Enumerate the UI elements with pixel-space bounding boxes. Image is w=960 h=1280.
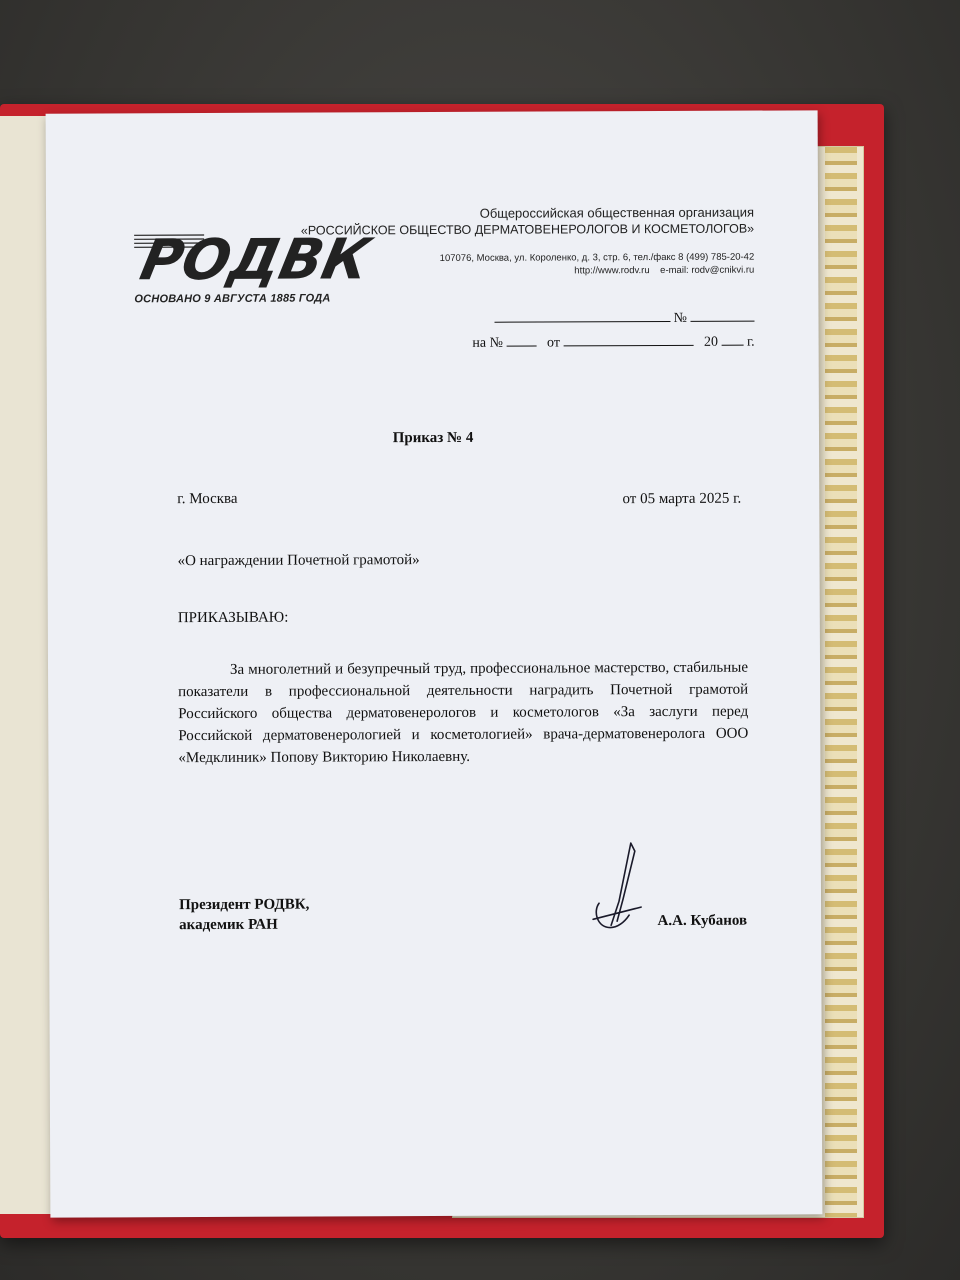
- signatory-name: А.А. Кубанов: [657, 912, 748, 930]
- reference-year-blank: [721, 333, 743, 346]
- order-sheet: [46, 110, 823, 1217]
- order-body: За многолетний и безупречный труд, профессиональное мастерство, стабильные показатели в профессиональной деятельности наградить Почетной грамотой Российского общества дерматовенерологов и косметологов «За заслуги перед Российской дерматовенерологией и косметологией» врача-дерматовенеролога ООО «Медклиник» Попову Викторию Николаевну.: [178, 659, 749, 767]
- reference-line: [472, 333, 754, 352]
- certificate-ornament: [825, 147, 857, 1217]
- logo-wordmark: РОДВК: [134, 226, 376, 294]
- reference-prefix: на №: [472, 335, 504, 351]
- order-command: ПРИКАЗЫВАЮ:: [177, 609, 289, 627]
- signatory-position: [179, 895, 309, 936]
- org-email: e-mail: rodv@cnikvi.ru: [660, 264, 755, 277]
- logo-caption: ОСНОВАНО 9 АВГУСТА 1885 ГОДА: [134, 292, 331, 306]
- organization-header: [301, 205, 755, 278]
- reference-year-prefix: 20: [703, 334, 718, 350]
- reference-year-suffix: г.: [746, 334, 755, 350]
- number-blank: [690, 309, 754, 322]
- outgoing-number-line: [494, 309, 754, 328]
- date-blank: [494, 309, 670, 323]
- org-contacts: [301, 265, 754, 278]
- order-title: Приказ № 4: [392, 429, 474, 447]
- signatory-position-line1: Президент РОДВК,: [179, 896, 310, 914]
- order-subject: «О награждении Почетной грамотой»: [177, 552, 420, 570]
- reference-number-blank: [506, 334, 536, 347]
- reference-date-blank: [563, 333, 693, 347]
- reference-from: от: [546, 335, 560, 351]
- order-city: г. Москва: [177, 490, 238, 508]
- number-sign: №: [673, 310, 688, 326]
- org-type: Общероссийская общественная организация: [479, 204, 755, 221]
- order-date: от 05 марта 2025 г.: [622, 490, 742, 508]
- handwritten-signature-icon: [589, 841, 649, 933]
- org-website: http://www.rodv.ru: [574, 265, 650, 277]
- org-name: «РОССИЙСКОЕ ОБЩЕСТВО ДЕРМАТОВЕНЕРОЛОГОВ И КОСМЕТОЛОГОВ»: [300, 221, 755, 238]
- org-address: 107076, Москва, ул. Короленко, д. 3, стр. 6, тел./факс 8 (499) 785-20-42: [439, 251, 755, 264]
- signatory-position-line2: академик РАН: [179, 916, 278, 934]
